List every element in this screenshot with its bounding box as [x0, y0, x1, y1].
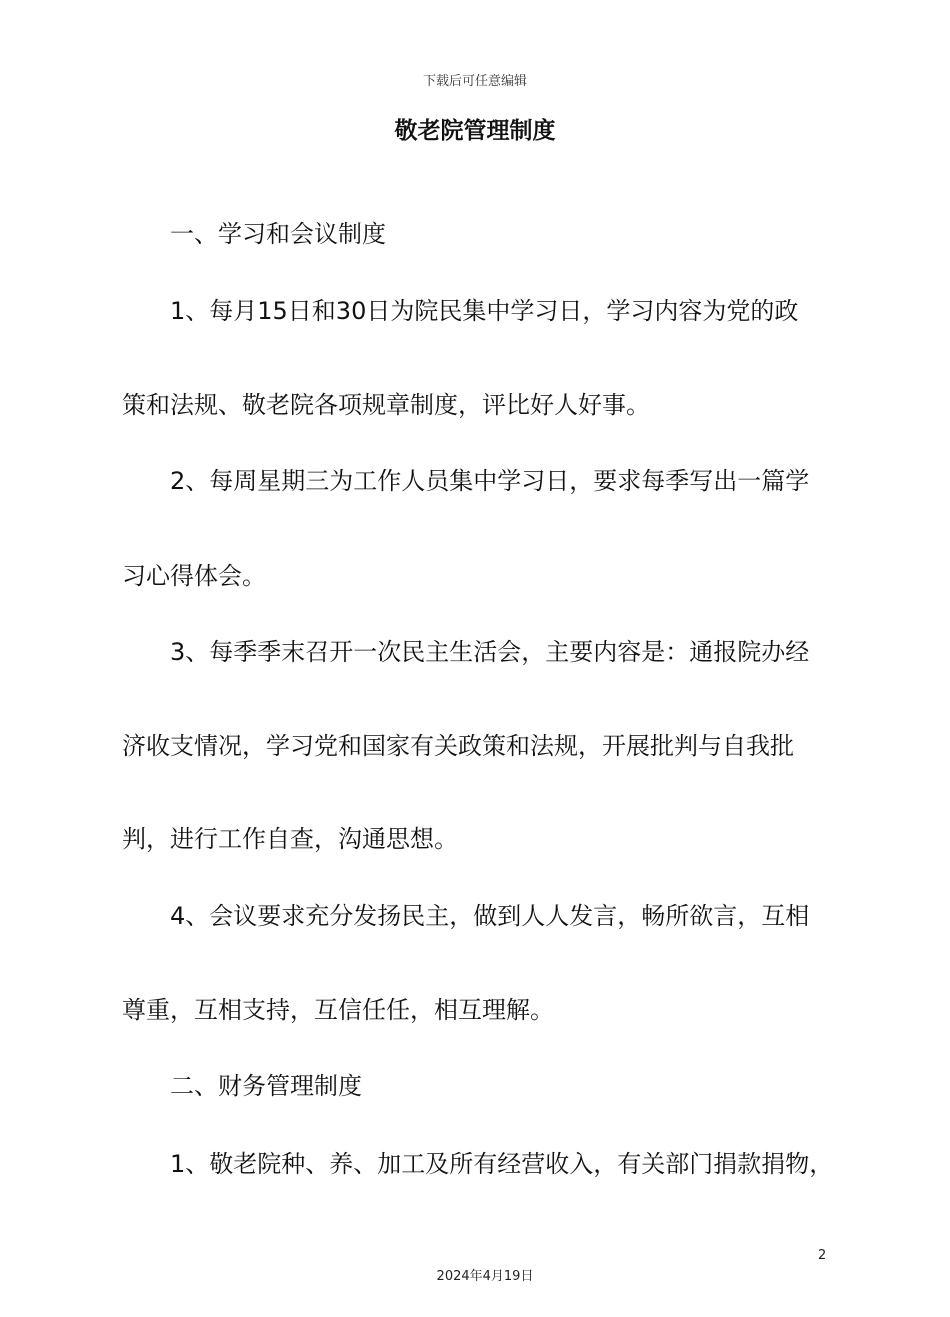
paragraph-line: 1、敬老院种、养、加工及所有经营收入，有关部门捐款捐物，: [170, 1150, 834, 1178]
paragraph-line: 策和法规、敬老院各项规章制度，评比好人好事。: [122, 391, 650, 419]
section-heading-1: 一、学习和会议制度: [170, 220, 386, 248]
paragraph-line: 2、每周星期三为工作人员集中学习日，要求每季写出一篇学: [170, 467, 810, 495]
paragraph-line: 3、每季季末召开一次民主生活会，主要内容是：通报院办经: [170, 638, 810, 666]
page-number: 2: [818, 1248, 827, 1263]
paragraph-line: 判，进行工作自查，沟通思想。: [122, 825, 458, 853]
document-title: 敬老院管理制度: [394, 118, 556, 144]
paragraph-line: 习心得体会。: [122, 562, 266, 590]
paragraph-line: 1、每月15日和30日为院民集中学习日，学习内容为党的政: [170, 297, 799, 325]
paragraph-line: 济收支情况，学习党和国家有关政策和法规，开展批判与自我批: [122, 732, 794, 760]
paragraph-line: 4、会议要求充分发扬民主，做到人人发言，畅所欲言，互相: [170, 902, 810, 930]
header-note: 下载后可任意编辑: [422, 74, 527, 89]
paragraph-line: 尊重，互相支持，互信任任，相互理解。: [122, 996, 554, 1024]
section-heading-2: 二、财务管理制度: [170, 1072, 362, 1100]
footer-date: 2024年4月19日: [436, 1269, 534, 1284]
